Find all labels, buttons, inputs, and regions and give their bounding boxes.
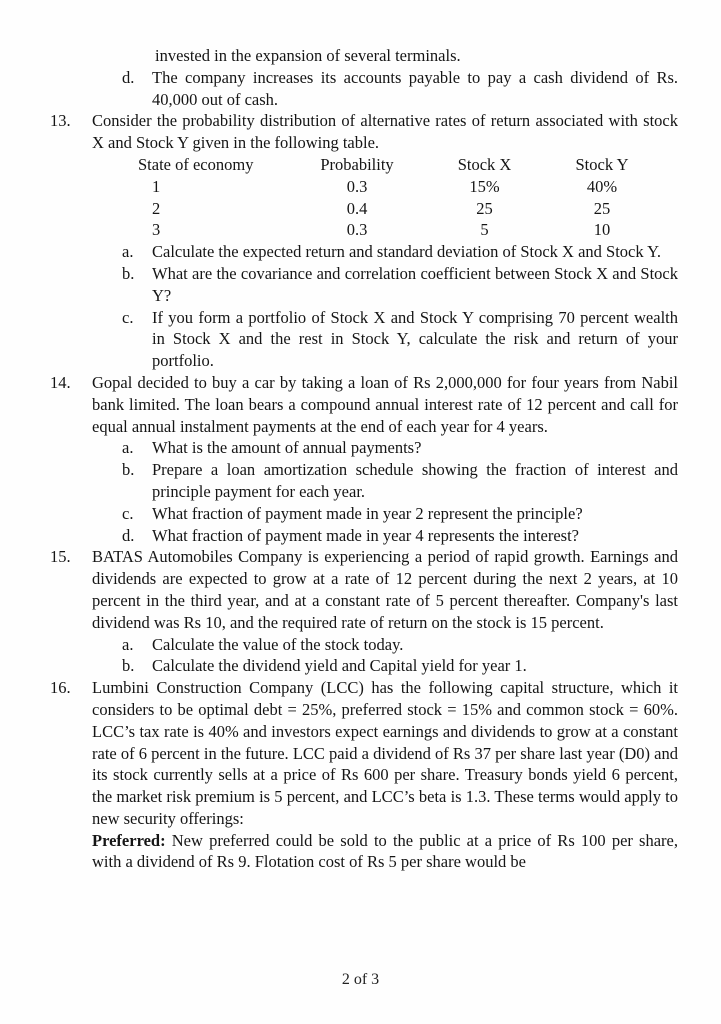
question-15-subitem-a [122, 634, 678, 656]
subitem-label: a. [122, 242, 134, 262]
subitem-label: c. [122, 503, 134, 523]
question-14-subitem-b [122, 459, 678, 503]
table-row [92, 176, 678, 198]
question-14-subitem-a [122, 437, 678, 459]
question-14-text: Gopal decided to buy a car by taking a loan of Rs 2,000,000 for four years from Nabil bank limited. The loan bears a compound annual interest rate of 12 percent and call for equal annual instalment payments at the end of each year for 4 years. [92, 372, 678, 436]
probability-table [92, 154, 678, 241]
subitem-text: Calculate the value of the stock today. [152, 634, 404, 654]
preferred-label: Preferred: [92, 830, 166, 850]
question-13-text: Consider the probability distribution of alternative rates of return associated with stock X and Stock Y given in the following table. [92, 111, 678, 153]
question-number: 13. [50, 111, 71, 131]
question-16-preferred-paragraph [92, 830, 678, 874]
subitem-label: c. [122, 307, 134, 327]
table-cell: 2 [152, 198, 161, 218]
subitem-label: d. [122, 525, 135, 545]
table-row [92, 198, 678, 220]
subitem-text: What are the covariance and correlation coefficient between Stock X and Stock Y? [152, 263, 678, 305]
list-item-d [122, 67, 678, 111]
question-16-text: Lumbini Construction Company (LCC) has the following capital structure, which it considers to be optimal debt = 25%, preferred stock = 15% and common stock = 60%. LCC’s tax rate is 40% and investors expect earnings and dividends to grow at a constant rate of 6 percent in the future. LCC paid a dividend of Rs 37 per share last year (D0) and its stock currently sells at a price of Rs 600 per share. Treasury bonds yield 6 percent, the market risk premium is 5 percent, and LCC’s beta is 1.3. These terms would apply to new security offerings: [92, 678, 678, 828]
question-number: 15. [50, 547, 71, 567]
subitem-text: If you form a portfolio of Stock X and Stock Y comprising 70 percent wealth in Stock X and the rest in Stock Y, calculate the risk and return of your portfolio. [152, 307, 678, 371]
table-cell: 15% [469, 176, 500, 196]
table-cell: 25 [476, 198, 493, 218]
question-13-subitem-c [122, 307, 678, 372]
subitem-text: What fraction of payment made in year 2 represent the principle? [152, 503, 583, 523]
subitem-text: What fraction of payment made in year 4 represents the interest? [152, 525, 579, 545]
table-cell: 0.3 [346, 176, 368, 196]
preferred-text: New preferred could be sold to the public at a price of Rs 100 per share, with a dividend of Rs 9. Flotation cost of Rs 5 per share would be [92, 830, 678, 872]
subitem-label: b. [122, 263, 135, 283]
subitem-text: What is the amount of annual payments? [152, 438, 422, 458]
question-15-subitem-b [122, 655, 678, 677]
table-cell: 5 [480, 220, 489, 240]
page-number: 2 of 3 [341, 971, 380, 989]
table-header: Stock Y [575, 154, 629, 174]
question-16 [50, 677, 678, 873]
subitem-label: b. [122, 656, 135, 676]
table-cell: 3 [152, 220, 161, 240]
question-15-text: BATAS Automobiles Company is experiencing a period of rapid growth. Earnings and dividends are expected to grow at a rate of 12 percent during the next 2 years, at 10 percent in the third year, and at a constant rate of 5 percent thereafter. Company's last dividend was Rs 10, and the required rate of return on the stock is 15 percent. [92, 547, 678, 632]
table-header: Stock X [457, 154, 512, 174]
table-header: State of economy [138, 154, 254, 174]
question-13-subitem-a [122, 241, 678, 263]
subitem-text: Calculate the expected return and standard deviation of Stock X and Stock Y. [152, 242, 662, 262]
table-cell: 0.3 [346, 220, 368, 240]
continuation-line: invested in the expansion of several terminals. [155, 46, 461, 65]
question-number: 14. [50, 372, 71, 392]
question-number: 16. [50, 678, 71, 698]
table-header-row [92, 154, 678, 176]
table-header: Probability [320, 154, 394, 174]
subitem-text: Calculate the dividend yield and Capital yield for year 1. [152, 656, 527, 676]
table-row [92, 219, 678, 241]
question-13-subitem-b [122, 263, 678, 307]
table-cell: 1 [152, 176, 161, 196]
table-cell: 0.4 [346, 198, 368, 218]
subitem-label: a. [122, 634, 134, 654]
question-15 [50, 546, 678, 677]
question-13 [50, 110, 678, 372]
table-cell: 10 [593, 220, 611, 240]
subitem-label: d. [122, 67, 135, 87]
question-14-subitem-d [122, 525, 678, 547]
subitem-label: a. [122, 438, 134, 458]
question-14 [50, 372, 678, 546]
subitem-label: b. [122, 460, 135, 480]
table-cell: 40% [586, 176, 618, 196]
subitem-text: The company increases its accounts payable to pay a cash dividend of Rs. 40,000 out of cash. [152, 67, 678, 109]
subitem-text: Prepare a loan amortization schedule showing the fraction of interest and principle payment for each year. [152, 460, 678, 501]
table-cell: 25 [593, 198, 611, 218]
question-14-subitem-c [122, 503, 678, 525]
